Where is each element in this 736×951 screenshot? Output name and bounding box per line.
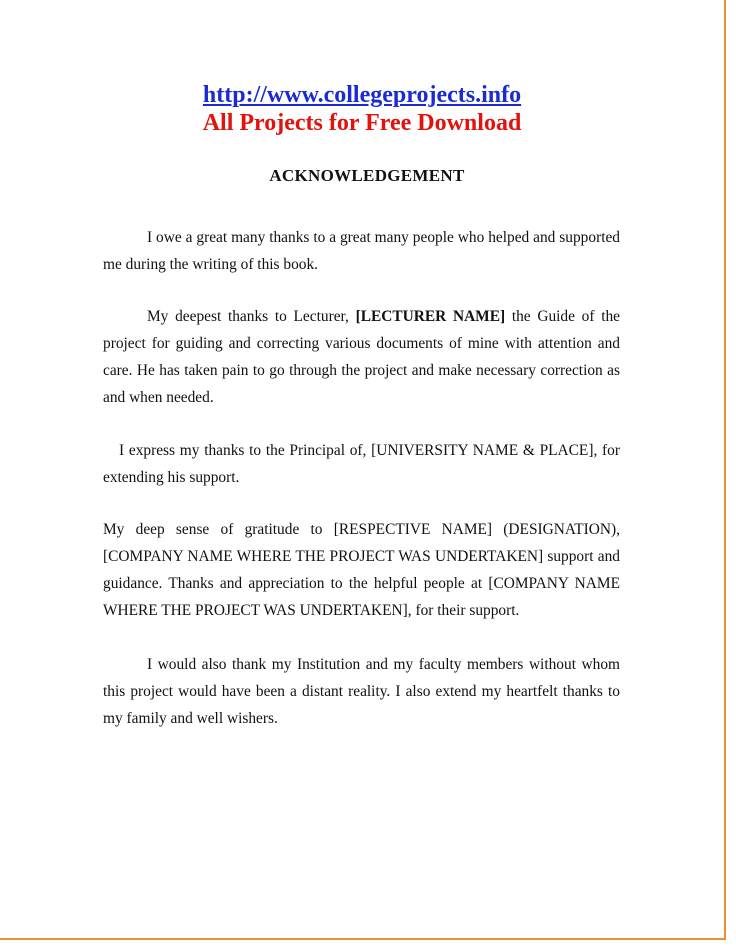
paragraph-gratitude: My deep sense of gratitude to [RESPECTIVE NAME] (DESIGNATION), [COMPANY NAME WHERE THE PROJECT WAS UNDERTAKEN] support and guidance. Thanks and appreciation to the helpful people at [COMPANY NAME WHERE THE PROJECT WAS UNDERTAKEN], for their support. [103,521,620,619]
paragraph-lecturer-intro: My deepest thanks to Lecturer, [147,308,356,325]
website-link[interactable]: http://www.collegeprojects.info [202,82,522,108]
paragraph-institution: I would also thank my Institution and my faculty members without whom this project would have been a distant reality. I also extend my heartfelt thanks to my family and well wishers. [103,656,620,727]
paragraph-lecturer [103,303,620,411]
page-border-bottom [0,938,726,940]
page-border-right [724,0,726,940]
document-title: ACKNOWLEDGEMENT [269,166,465,185]
paragraph-principal: I express my thanks to the Principal of, [UNIVERSITY NAME & PLACE], for extending his support. [103,442,620,486]
paragraph-lecturer-body: the Guide of the project for guiding and correcting various documents of mine with attention and care. He has taken pain to go through the project and make necessary correction as and when needed. [103,308,620,406]
lecturer-name-placeholder: [LECTURER NAME] [355,308,506,325]
promo-heading: All Projects for Free Download [202,110,522,136]
paragraph-thanks: I owe a great many thanks to a great many people who helped and supported me during the writing of this book. [103,229,620,273]
